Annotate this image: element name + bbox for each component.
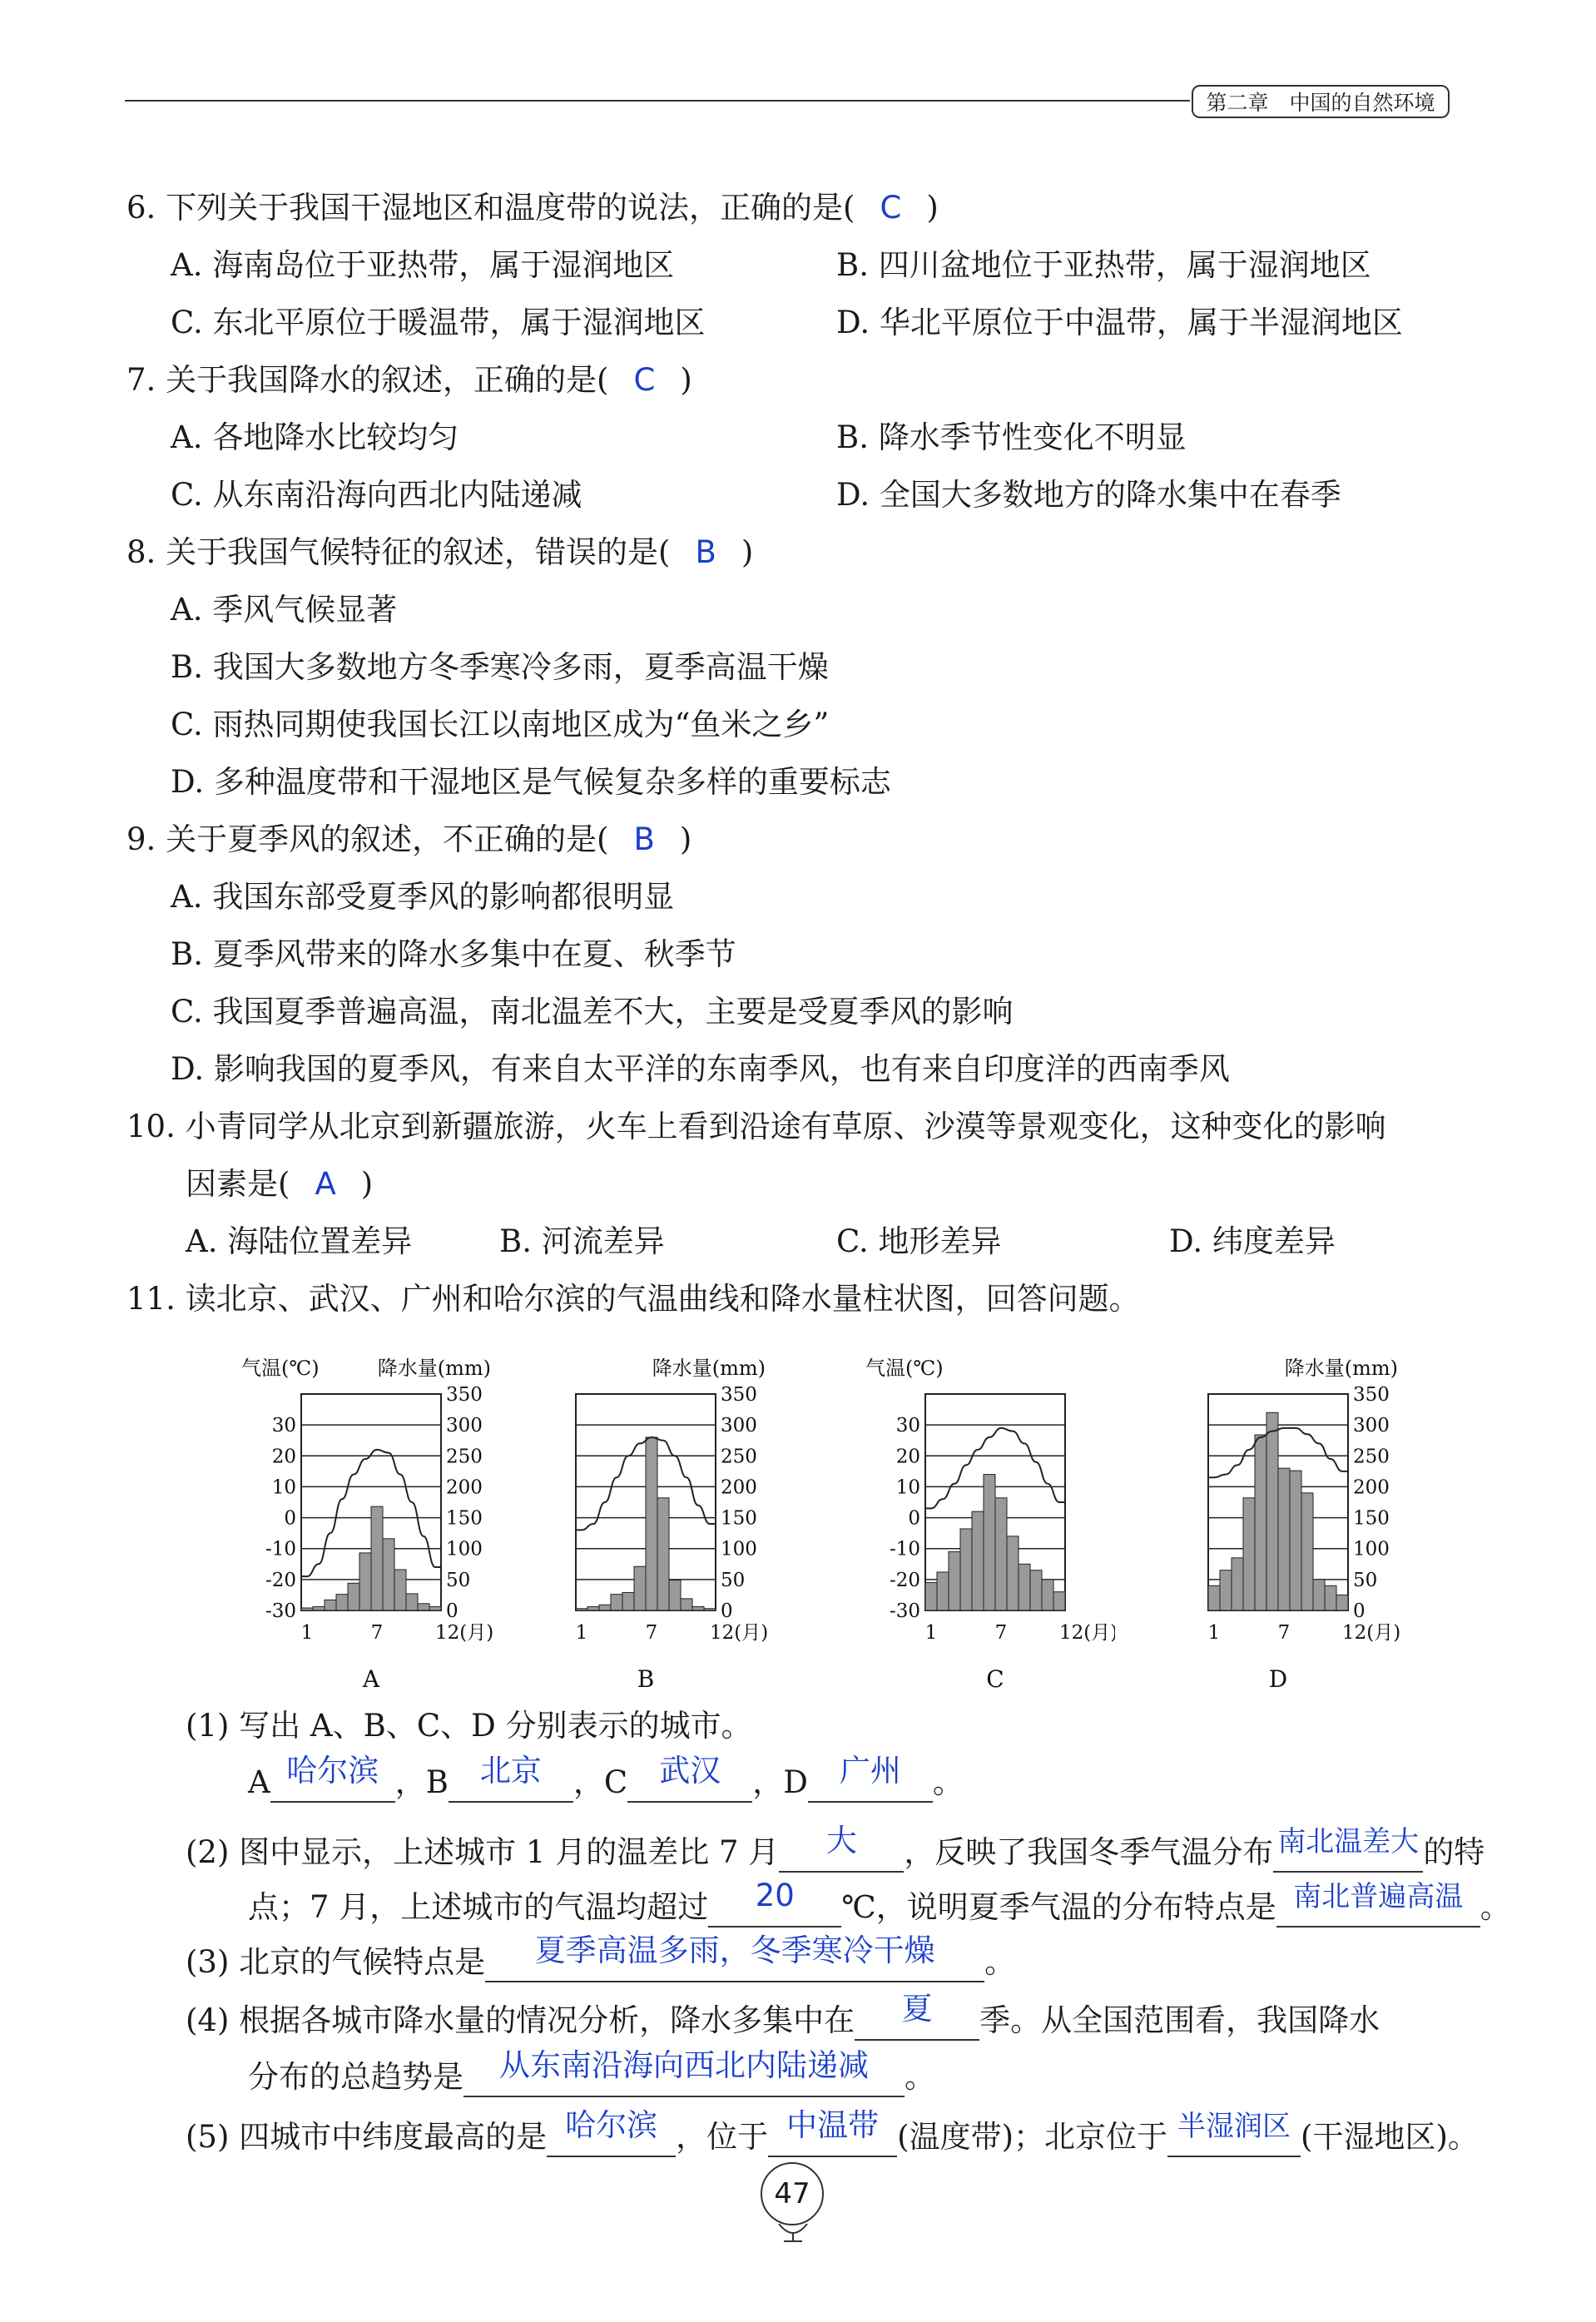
chart-precip-bar [406, 1594, 418, 1610]
chart-precip-bar [1220, 1570, 1232, 1610]
sub1-b-blank[interactable] [449, 1753, 573, 1803]
chart-precip-bar [1053, 1592, 1065, 1610]
q9-close: ) [679, 821, 692, 857]
chart-precip-bar [429, 1607, 441, 1610]
chart-x-tick: 12(月) [1059, 1622, 1115, 1644]
page-number: 47 [761, 2162, 824, 2225]
q8-option-d: D. 多种温度带和干湿地区是气候复杂多样的重要标志 [171, 764, 891, 800]
q11-sub5 [186, 2107, 1479, 2157]
chart-precip-tick: 200 [1353, 1476, 1390, 1499]
chart-temp-tick: -30 [889, 1600, 920, 1622]
sub2-blank4[interactable] [1276, 1880, 1480, 1928]
q9-option-d: D. 影响我国的夏季风，有来自太平洋的东南季风，也有来自印度洋的西南季风 [171, 1051, 1230, 1087]
q9-stem [126, 821, 691, 858]
chart-precip-bar [576, 1609, 587, 1610]
chart-precip-bar [371, 1506, 383, 1610]
chart-precip-tick: 50 [1353, 1569, 1378, 1591]
chart-temp-tick: 10 [271, 1476, 296, 1499]
chart-a-svg [241, 1348, 499, 1698]
sub4-answer2: 从东南沿海向西北内陆递减 [499, 2047, 869, 2083]
chart-precip-bar [1232, 1558, 1243, 1610]
chart-precip-bar [1301, 1493, 1313, 1610]
q7-close: ) [680, 362, 692, 398]
sub2-blank1[interactable] [779, 1823, 904, 1873]
chart-precip-tick: 350 [721, 1384, 757, 1406]
sub5-blank1[interactable] [547, 2107, 676, 2157]
sub5-answer1: 哈尔滨 [565, 2107, 658, 2143]
sub2-p2: ，反映了我国冬季气温分布 [904, 1834, 1274, 1870]
chart-precip-bar [383, 1539, 394, 1610]
sub5-answer2: 中温带 [786, 2107, 880, 2143]
chart-precip-label: 降水量(mm) [377, 1357, 491, 1380]
chart-precip-bar [418, 1604, 429, 1610]
chart-precip-bar [984, 1475, 995, 1610]
chart-precip-bar [681, 1599, 692, 1610]
q9-stem-text: 9. 关于夏季风的叙述，不正确的是( [126, 821, 609, 857]
chart-x-tick: 1 [1207, 1622, 1221, 1644]
q9-option-b: B. 夏季风带来的降水多集中在夏、秋季节 [171, 936, 736, 972]
q8-stem [126, 534, 753, 571]
chart-precip-tick: 250 [1353, 1446, 1390, 1468]
sub1-c-answer: 武汉 [659, 1753, 721, 1789]
q10-stem-line2 [186, 1166, 373, 1203]
q7-option-c: C. 从东南沿海向西北内陆递减 [171, 477, 582, 513]
chart-precip-tick: 100 [1353, 1538, 1390, 1560]
q11-sub1-answers [248, 1753, 964, 1803]
chart-x-tick: 7 [1277, 1622, 1291, 1644]
chart-precip-bar [1007, 1536, 1019, 1610]
chart-precip-bar [611, 1595, 622, 1610]
chart-precip-bar [359, 1553, 371, 1610]
sub4-blank2[interactable] [463, 2047, 905, 2097]
q8-option-a: A. 季风气候显著 [171, 592, 398, 628]
chart-precip-bar [336, 1595, 348, 1610]
sub1-a-blank[interactable] [270, 1753, 395, 1803]
sub1-a-label: A [248, 1764, 270, 1800]
sub5-blank2[interactable] [768, 2107, 897, 2157]
chart-x-tick: 1 [924, 1622, 938, 1644]
chart-x-tick: 1 [575, 1622, 588, 1644]
chart-temp-tick: -10 [889, 1538, 920, 1560]
sub4-p3: 分布的总趋势是 [248, 2059, 463, 2095]
q10-option-d: D. 纬度差异 [1169, 1223, 1336, 1259]
q10-option-c: C. 地形差异 [836, 1223, 1002, 1259]
sub2-p5: ℃，说明夏季气温的分布特点是 [841, 1889, 1276, 1925]
chart-temp-tick: 20 [895, 1446, 920, 1468]
chart-temp-tick: 0 [908, 1507, 920, 1530]
sub3-blank[interactable] [485, 1933, 984, 1982]
chart-title: C [986, 1665, 1004, 1693]
chart-precip-label: 降水量(mm) [1284, 1357, 1398, 1380]
chart-temp-tick: -20 [265, 1569, 296, 1591]
sub2-p6: 。 [1480, 1889, 1511, 1925]
chart-d-svg [1182, 1348, 1431, 1698]
chart-c [865, 1348, 1115, 1701]
chart-precip-bar [1278, 1468, 1290, 1610]
chart-precip-tick: 250 [721, 1446, 757, 1468]
chart-title: B [637, 1665, 655, 1693]
sub2-answer4: 南北普遍高温 [1293, 1880, 1464, 1913]
chart-precip-tick: 0 [1353, 1600, 1366, 1622]
sub4-blank1[interactable] [855, 1991, 979, 2041]
q7-option-b: B. 降水季节性变化不明显 [836, 419, 1187, 455]
q8-stem-text: 8. 关于我国气候特征的叙述，错误的是( [126, 534, 671, 570]
q11-sub2-line2 [248, 1878, 1511, 1928]
chart-precip-bar [587, 1607, 599, 1610]
chart-temp-tick: 10 [895, 1476, 920, 1499]
sub1-d-blank[interactable] [808, 1753, 933, 1803]
sub5-blank3[interactable] [1167, 2110, 1301, 2157]
chart-temp-tick: 20 [271, 1446, 296, 1468]
chart-precip-bar [704, 1609, 716, 1610]
sub1-a-answer: 哈尔滨 [286, 1753, 379, 1789]
chart-precip-bar [394, 1570, 406, 1610]
q8-close: ) [741, 534, 754, 570]
chart-temp-tick: -10 [265, 1538, 296, 1560]
q10-option-a: A. 海陆位置差异 [186, 1223, 413, 1259]
q8-option-c: C. 雨热同期使我国长江以南地区成为“鱼米之乡” [171, 707, 830, 742]
chart-x-tick: 7 [370, 1622, 384, 1644]
chart-precip-tick: 100 [446, 1538, 483, 1560]
chart-c-svg [865, 1348, 1115, 1698]
chart-precip-bar [1336, 1595, 1348, 1610]
sub1-d-answer: 广州 [839, 1753, 901, 1789]
q6-option-c: C. 东北平原位于暖温带，属于湿润地区 [171, 305, 706, 340]
chart-precip-bar [348, 1583, 359, 1610]
q8-option-b: B. 我国大多数地方冬季寒冷多雨，夏季高温干燥 [171, 649, 829, 685]
chart-precip-bar [1208, 1585, 1220, 1610]
chart-precip-bar [1290, 1471, 1301, 1610]
sub4-p4: 。 [905, 2059, 935, 2095]
chart-precip-bar [1266, 1412, 1278, 1610]
chart-temp-tick: 0 [284, 1507, 296, 1530]
q8-answer: B [695, 534, 716, 570]
chart-precip-bar [692, 1607, 704, 1610]
sub5-p1: (5) 四城市中纬度最高的是 [186, 2119, 548, 2155]
chart-precip-tick: 250 [446, 1446, 483, 1468]
chart-x-tick: 12(月) [1342, 1622, 1401, 1644]
q6-stem-text: 6. 下列关于我国干湿地区和温度带的说法，正确的是( [126, 190, 855, 226]
sub4-answer1: 夏 [901, 1991, 933, 2027]
chart-temp-tick: -30 [265, 1600, 296, 1622]
sub3-p1: (3) 北京的气候特点是 [186, 1944, 486, 1980]
chart-temp-label: 气温(℃) [241, 1357, 320, 1380]
header-rule [125, 100, 1190, 102]
sub1-end: 。 [932, 1764, 964, 1800]
chart-precip-tick: 150 [446, 1507, 483, 1530]
sub1-b-answer: 北京 [479, 1753, 542, 1789]
chart-precip-tick: 0 [446, 1600, 458, 1622]
sub1-c-blank[interactable] [627, 1753, 752, 1803]
sub4-p2: 季。从全国范围看，我国降水 [979, 2002, 1380, 2038]
q7-option-a: A. 各地降水比较均匀 [171, 419, 459, 455]
q9-answer: B [633, 821, 655, 857]
chart-precip-bar [1243, 1498, 1255, 1610]
chart-temp-tick: -20 [889, 1569, 920, 1591]
chart-precip-tick: 100 [721, 1538, 757, 1560]
q10-stem: 10. 小青同学从北京到新疆旅游，火车上看到沿途有草原、沙漠等景观变化，这种变化的影响 [126, 1109, 1386, 1144]
chart-temp-tick: 30 [271, 1415, 296, 1437]
chart-precip-tick: 50 [446, 1569, 471, 1591]
chart-d [1182, 1348, 1431, 1701]
sub2-blank2[interactable] [1273, 1825, 1423, 1873]
chart-precip-bar [646, 1437, 657, 1610]
q7-stem-text: 7. 关于我国降水的叙述，正确的是( [126, 362, 609, 398]
chart-precip-tick: 150 [721, 1507, 757, 1530]
chart-precip-bar [925, 1583, 937, 1610]
chart-precip-label: 降水量(mm) [652, 1357, 766, 1380]
chart-precip-bar [1255, 1435, 1266, 1610]
q6-answer: C [880, 190, 902, 226]
sub2-p3: 的特 [1423, 1834, 1485, 1870]
q9-option-c: C. 我国夏季普遍高温，南北温差不大，主要是受夏季风的影响 [171, 994, 1014, 1030]
globe-stand-icon [774, 2224, 812, 2244]
chart-precip-tick: 300 [446, 1415, 483, 1437]
q7-stem [126, 362, 692, 399]
sub5-p2: ，位于 [676, 2119, 769, 2155]
chart-precip-bar [995, 1498, 1007, 1610]
q11-sub3 [186, 1933, 1016, 1982]
chart-b-svg [549, 1348, 799, 1698]
sub2-p1: (2) 图中显示，上述城市 1 月的温差比 7 月 [186, 1834, 780, 1870]
chart-precip-bar [622, 1592, 634, 1610]
sub2-answer2: 南北温差大 [1277, 1825, 1420, 1858]
chart-x-tick: 12(月) [710, 1622, 769, 1644]
q11-sub4-line2 [248, 2047, 935, 2097]
q11-sub1-text: (1) 写出 A、B、C、D 分别表示的城市。 [186, 1708, 752, 1744]
chart-precip-bar [1042, 1580, 1053, 1610]
sub5-p4: (干湿地区)。 [1301, 2119, 1479, 2155]
sub1-d-label: ，D [752, 1764, 808, 1800]
chart-precip-tick: 0 [721, 1600, 733, 1622]
q6-close: ) [926, 190, 939, 226]
q6-option-b: B. 四川盆地位于亚热带，属于湿润地区 [836, 247, 1371, 283]
chart-precip-tick: 300 [721, 1415, 757, 1437]
chart-temp-label: 气温(℃) [865, 1357, 944, 1380]
chart-precip-bar [972, 1511, 984, 1610]
chart-precip-tick: 200 [446, 1476, 483, 1499]
q7-option-d: D. 全国大多数地方的降水集中在春季 [836, 477, 1341, 513]
sub1-c-label: ，C [572, 1764, 628, 1800]
sub2-answer3: 20 [755, 1878, 795, 1913]
q7-answer: C [633, 362, 656, 398]
chart-precip-bar [937, 1572, 949, 1610]
q11-sub2-line1 [186, 1823, 1485, 1873]
q6-option-a: A. 海南岛位于亚热带，属于湿润地区 [171, 247, 675, 283]
chart-a [241, 1348, 499, 1701]
chart-precip-bar [313, 1607, 325, 1610]
chart-x-tick: 7 [994, 1622, 1008, 1644]
chart-precip-tick: 150 [1353, 1507, 1390, 1530]
chart-precip-tick: 50 [721, 1569, 746, 1591]
chapter-tag: 第二章 中国的自然环境 [1192, 85, 1450, 118]
q10-option-b: B. 河流差异 [499, 1223, 665, 1259]
chart-precip-bar [960, 1529, 972, 1610]
sub3-answer: 夏季高温多雨，冬季寒冷干燥 [534, 1933, 935, 1968]
sub1-b-label: ，B [394, 1764, 449, 1800]
chart-title: D [1268, 1665, 1288, 1693]
sub2-answer1: 大 [825, 1823, 857, 1858]
q9-option-a: A. 我国东部受夏季风的影响都很明显 [171, 879, 675, 915]
q10-answer: A [315, 1166, 336, 1202]
chart-x-tick: 1 [300, 1622, 314, 1644]
chart-precip-bar [669, 1580, 681, 1610]
chart-b [549, 1348, 799, 1701]
q6-stem [126, 190, 939, 226]
sub4-p1: (4) 根据各城市降水量的情况分析，降水多集中在 [186, 2002, 855, 2038]
chart-precip-bar [949, 1551, 960, 1610]
chart-precip-bar [1019, 1564, 1030, 1610]
sub5-p3: (温度带)；北京位于 [897, 2119, 1168, 2155]
chart-temp-tick: 30 [895, 1415, 920, 1437]
sub2-blank3[interactable] [708, 1878, 841, 1928]
chart-precip-tick: 300 [1353, 1415, 1390, 1437]
chart-precip-bar [634, 1566, 646, 1610]
chart-precip-bar [657, 1498, 669, 1610]
chart-title: A [362, 1665, 380, 1693]
chart-precip-bar [599, 1605, 611, 1610]
chart-precip-bar [1313, 1580, 1325, 1610]
sub5-answer3: 半湿润区 [1177, 2110, 1291, 2143]
chart-precip-tick: 200 [721, 1476, 757, 1499]
chart-precip-bar [1030, 1570, 1042, 1610]
sub3-p2: 。 [984, 1944, 1016, 1980]
sub2-p4: 点；7 月，上述城市的气温均超过 [248, 1889, 709, 1925]
chart-precip-bar [325, 1600, 336, 1610]
q10-stem2-text: 因素是( [186, 1166, 290, 1202]
q11-sub4-line1 [186, 1991, 1380, 2041]
chart-x-tick: 7 [645, 1622, 658, 1644]
q10-close: ) [360, 1166, 374, 1202]
chart-precip-bar [1325, 1585, 1336, 1610]
q11-stem: 11. 读北京、武汉、广州和哈尔滨的气温曲线和降水量柱状图，回答问题。 [126, 1281, 1140, 1317]
chart-precip-tick: 350 [1353, 1384, 1390, 1406]
chart-precip-bar [301, 1608, 313, 1610]
chart-precip-tick: 350 [446, 1384, 483, 1406]
q6-option-d: D. 华北平原位于中温带，属于半湿润地区 [836, 305, 1403, 340]
chart-x-tick: 12(月) [435, 1622, 494, 1644]
